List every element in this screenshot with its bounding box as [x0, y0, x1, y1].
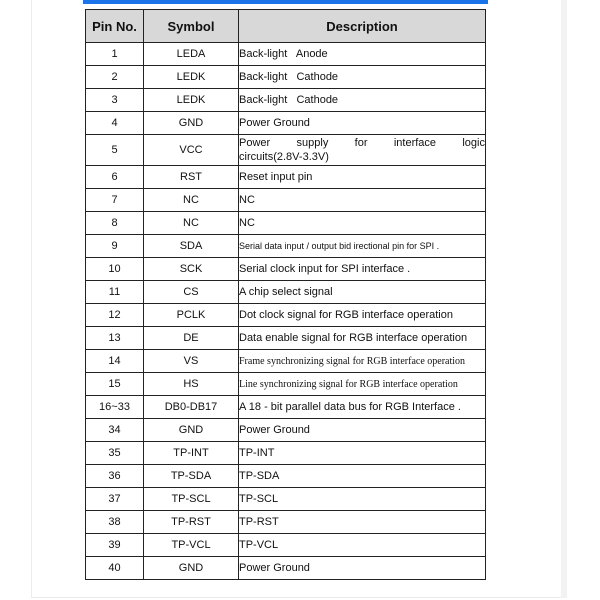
header-pin-no: Pin No. — [86, 10, 144, 43]
pin-number: 36 — [86, 465, 144, 488]
pin-description: TP-SCL — [239, 488, 486, 511]
table-row — [86, 235, 486, 258]
pin-description: Dot clock signal for RGB interface operation — [239, 304, 486, 327]
pin-symbol: CS — [144, 281, 239, 304]
pin-number: 7 — [86, 189, 144, 212]
pin-symbol: PCLK — [144, 304, 239, 327]
pin-number: 2 — [86, 66, 144, 89]
pin-number: 39 — [86, 534, 144, 557]
accent-bar — [83, 0, 488, 4]
pin-number: 37 — [86, 488, 144, 511]
table-header-row — [86, 10, 486, 43]
table-row — [86, 442, 486, 465]
pin-number: 16~33 — [86, 396, 144, 419]
table-row — [86, 373, 486, 396]
pin-number: 13 — [86, 327, 144, 350]
pin-description: Power Ground — [239, 419, 486, 442]
pin-number: 4 — [86, 112, 144, 135]
pin-symbol: VCC — [144, 135, 239, 166]
header-description: Description — [239, 10, 486, 43]
pin-symbol: TP-VCL — [144, 534, 239, 557]
table-row — [86, 534, 486, 557]
pin-number: 34 — [86, 419, 144, 442]
pin-description: NC — [239, 212, 486, 235]
pin-number: 14 — [86, 350, 144, 373]
pin-symbol: LEDK — [144, 89, 239, 112]
pin-number: 3 — [86, 89, 144, 112]
pin-description: Power Ground — [239, 112, 486, 135]
pin-number: 9 — [86, 235, 144, 258]
pin-description: Frame synchronizing signal for RGB interface operation — [239, 350, 486, 373]
pin-description: TP-SDA — [239, 465, 486, 488]
table-row — [86, 212, 486, 235]
pin-number: 6 — [86, 166, 144, 189]
pin-description: Back-light Cathode — [239, 66, 486, 89]
pin-description — [239, 135, 486, 166]
table-row — [86, 189, 486, 212]
pin-description: Serial data input / output bid irectional pin for SPI . — [239, 235, 486, 258]
pin-description: A 18 - bit parallel data bus for RGB Interface . — [239, 396, 486, 419]
pin-description: Power Ground — [239, 557, 486, 580]
pin-description: Line synchronizing signal for RGB interface operation — [239, 373, 486, 396]
pin-symbol: NC — [144, 212, 239, 235]
table-row — [86, 43, 486, 66]
pin-symbol: DB0-DB17 — [144, 396, 239, 419]
pin-symbol: TP-SCL — [144, 488, 239, 511]
pin-number: 5 — [86, 135, 144, 166]
pin-definition-table — [85, 9, 486, 580]
pin-description: Data enable signal for RGB interface operation — [239, 327, 486, 350]
pin-number: 15 — [86, 373, 144, 396]
pin-description: Back-light Anode — [239, 43, 486, 66]
pin-number: 12 — [86, 304, 144, 327]
pin-symbol: GND — [144, 557, 239, 580]
pin-symbol: DE — [144, 327, 239, 350]
pin-symbol: GND — [144, 419, 239, 442]
description-line-1: Power supply for interface logic — [239, 137, 485, 149]
pin-number: 35 — [86, 442, 144, 465]
table-row — [86, 488, 486, 511]
pin-description: TP-VCL — [239, 534, 486, 557]
pin-symbol: LEDA — [144, 43, 239, 66]
description-line-2: circuits(2.8V-3.3V) — [239, 151, 329, 163]
table-row — [86, 135, 486, 166]
table-row — [86, 350, 486, 373]
table-row — [86, 112, 486, 135]
table-row — [86, 66, 486, 89]
pin-number: 38 — [86, 511, 144, 534]
pin-symbol: TP-INT — [144, 442, 239, 465]
pin-number: 1 — [86, 43, 144, 66]
pin-symbol: SDA — [144, 235, 239, 258]
table-row — [86, 511, 486, 534]
header-symbol: Symbol — [144, 10, 239, 43]
table-row — [86, 166, 486, 189]
pin-description: TP-RST — [239, 511, 486, 534]
table-row — [86, 557, 486, 580]
pin-symbol: RST — [144, 166, 239, 189]
pin-symbol: LEDK — [144, 66, 239, 89]
table-row — [86, 258, 486, 281]
pin-symbol: HS — [144, 373, 239, 396]
pin-description: NC — [239, 189, 486, 212]
pin-description: TP-INT — [239, 442, 486, 465]
pin-description: Back-light Cathode — [239, 89, 486, 112]
table-row — [86, 281, 486, 304]
pin-description: A chip select signal — [239, 281, 486, 304]
pin-number: 8 — [86, 212, 144, 235]
pin-symbol: NC — [144, 189, 239, 212]
table-row — [86, 304, 486, 327]
pin-symbol: VS — [144, 350, 239, 373]
pin-symbol: TP-RST — [144, 511, 239, 534]
pin-description: Serial clock input for SPI interface . — [239, 258, 486, 281]
pin-number: 10 — [86, 258, 144, 281]
table-row — [86, 396, 486, 419]
pin-description: Reset input pin — [239, 166, 486, 189]
pin-symbol: SCK — [144, 258, 239, 281]
pin-symbol: TP-SDA — [144, 465, 239, 488]
pin-number: 11 — [86, 281, 144, 304]
table-row — [86, 465, 486, 488]
table-row — [86, 327, 486, 350]
pin-number: 40 — [86, 557, 144, 580]
table-row — [86, 89, 486, 112]
scrollbar-track[interactable] — [561, 0, 567, 598]
pin-symbol: GND — [144, 112, 239, 135]
table-row — [86, 419, 486, 442]
